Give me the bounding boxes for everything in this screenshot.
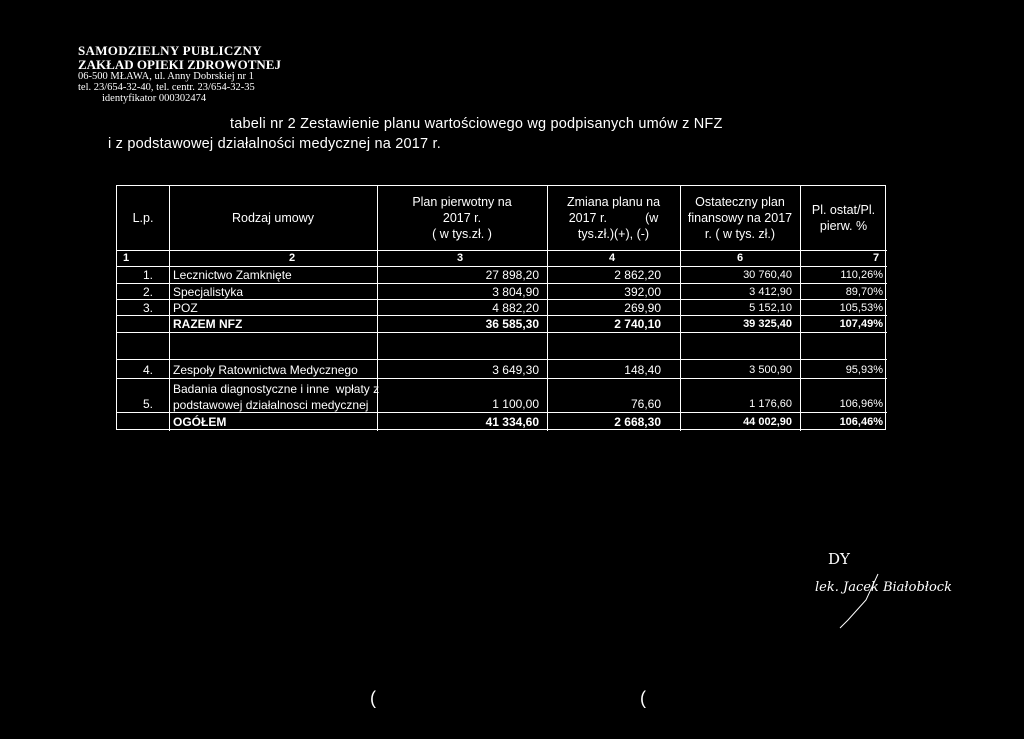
ogolem-plan: 41 334,60 <box>485 415 539 429</box>
bottom-paren-left: ( <box>370 688 376 708</box>
row4-ost: 3 500,90 <box>749 364 792 376</box>
signature-text: lek. Jacek Białobłock <box>815 580 952 595</box>
colnum-1: 1 <box>123 252 130 264</box>
header-pct-line1: Pl. ostat/Pl. <box>811 203 876 217</box>
row-divider <box>117 332 887 333</box>
document-title <box>108 114 723 154</box>
title-line-1: tabeli nr 2 Zestawienie planu wartościowego wg podpisanych umów z NFZ <box>230 116 723 132</box>
row3-ost: 5 152,10 <box>749 302 792 314</box>
row2-zmiana: 392,00 <box>624 285 661 299</box>
header-ost-line1: Ostateczny plan <box>695 195 785 209</box>
row1-rodzaj: Lecznictwo Zamknięte <box>173 268 292 282</box>
row2-plan: 3 804,90 <box>492 285 539 299</box>
row3-rodzaj: POZ <box>173 301 198 315</box>
stamp-line-4: tel. 23/654-32-40, tel. centr. 23/654-32-35 <box>78 82 255 94</box>
stamp-line-5: identyfikator 000302474 <box>102 93 207 105</box>
ogolem-ost: 44 002,90 <box>743 416 792 428</box>
row-divider <box>117 378 887 379</box>
row5-plan: 1 100,00 <box>492 397 539 411</box>
row-divider <box>117 315 887 316</box>
row2-pct: 89,70% <box>845 286 883 298</box>
row4-plan: 3 649,30 <box>492 363 539 377</box>
header-plan-line3: ( w tys.zł. ) <box>432 227 492 241</box>
colnum-4: 4 <box>609 252 616 264</box>
title-line-2: i z podstawowej działalności medycznej na 2017 r. <box>108 136 442 152</box>
header-zmiana-line2: 2017 r. (w <box>568 211 659 225</box>
row5-ost: 1 176,60 <box>749 398 792 410</box>
colnum-3: 3 <box>457 252 464 264</box>
row5-rodzaj-line2: podstawowej działalnosci medycznej <box>173 398 369 412</box>
row5-rodzaj-line1: Badania diagnostyczne i inne wpłaty z <box>173 382 380 396</box>
stamp-line-1: SAMODZIELNY PUBLICZNY <box>78 43 262 58</box>
razem-pct: 107,49% <box>839 318 883 330</box>
header-rodzaj: Rodzaj umowy <box>232 211 314 225</box>
row-divider <box>117 359 887 360</box>
header-ost-line2: finansowy na 2017 <box>687 211 793 225</box>
row4-rodzaj: Zespoły Ratownictwa Medycznego <box>173 363 358 377</box>
row3-lp: 3. <box>143 301 154 315</box>
row1-ost: 30 760,40 <box>743 269 792 281</box>
header-ostateczny <box>680 194 800 242</box>
row2-ost: 3 412,90 <box>749 286 792 298</box>
header-plan-line2: 2017 r. <box>442 211 482 225</box>
plan-table <box>116 185 886 430</box>
signature-initials: DY <box>828 550 850 568</box>
header-zmiana <box>547 194 680 242</box>
row-divider <box>117 299 887 300</box>
row3-pct: 105,53% <box>839 302 883 314</box>
row-divider <box>117 283 887 284</box>
colnum-6: 6 <box>737 252 744 264</box>
row1-lp: 1. <box>143 268 154 282</box>
institution-stamp <box>78 44 281 104</box>
colnum-2: 2 <box>289 252 296 264</box>
header-pct-line2: pierw. % <box>819 219 868 233</box>
razem-ost: 39 325,40 <box>743 318 792 330</box>
row5-lp: 5. <box>143 397 154 411</box>
bottom-paren-right: ( <box>640 688 646 708</box>
ogolem-label: OGÓŁEM <box>173 415 227 429</box>
header-zmiana-line1: Zmiana planu na <box>566 195 661 209</box>
ogolem-zmiana: 2 668,30 <box>614 415 661 429</box>
row-divider <box>117 250 887 251</box>
row1-zmiana: 2 862,20 <box>614 268 661 282</box>
row3-zmiana: 269,90 <box>624 301 661 315</box>
row1-pct: 110,26% <box>840 269 883 281</box>
row1-plan: 27 898,20 <box>485 268 539 282</box>
row4-zmiana: 148,40 <box>624 363 661 377</box>
razem-plan: 36 585,30 <box>485 317 539 331</box>
row5-rodzaj <box>173 381 379 413</box>
row2-rodzaj: Specjalistyka <box>173 285 244 299</box>
row3-plan: 4 882,20 <box>492 301 539 315</box>
row-divider <box>117 266 887 267</box>
ogolem-pct: 106,46% <box>839 416 883 428</box>
signature-stroke <box>818 570 888 630</box>
row5-zmiana: 76,60 <box>630 397 661 411</box>
stamp-line-2: ZAKŁAD OPIEKI ZDROWOTNEJ <box>78 56 281 72</box>
header-pct <box>800 202 887 234</box>
colnum-7: 7 <box>873 252 880 264</box>
razem-zmiana: 2 740,10 <box>614 317 661 331</box>
header-ost-line3: r. ( w tys. zł.) <box>704 227 776 241</box>
stamp-line-3: 06-500 MŁAWA, ul. Anny Dobrskiej nr 1 <box>78 71 254 83</box>
header-zmiana-line3: tys.zł.)(+), (-) <box>577 227 650 241</box>
row4-pct: 95,93% <box>845 364 883 376</box>
header-plan-line1: Plan pierwotny na <box>412 195 512 209</box>
row5-pct: 106,96% <box>839 398 883 410</box>
header-lp: L.p. <box>132 211 154 225</box>
row2-lp: 2. <box>143 285 154 299</box>
razem-label: RAZEM NFZ <box>173 317 243 331</box>
header-plan <box>377 194 547 242</box>
row4-lp: 4. <box>143 363 154 377</box>
